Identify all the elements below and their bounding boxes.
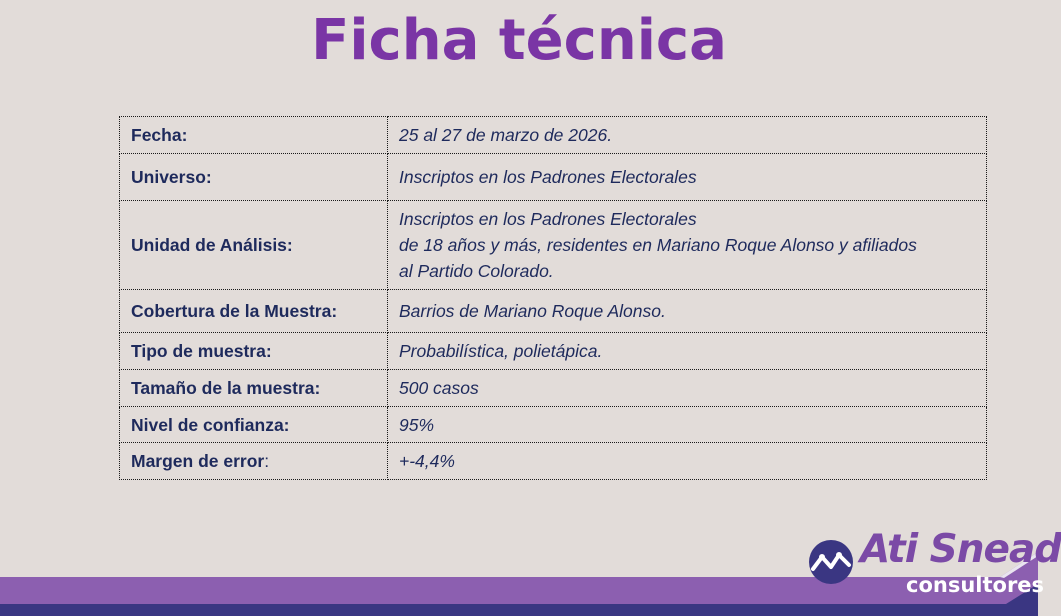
value-line: de 18 años y más, residentes en Mariano Roque Alonso y afiliados bbox=[399, 235, 917, 255]
row-label: Tamaño de la muestra: bbox=[120, 370, 388, 407]
row-label-text: Margen de error bbox=[131, 451, 265, 471]
row-label: Fecha: bbox=[120, 117, 388, 154]
page-title: Ficha técnica bbox=[311, 8, 727, 73]
row-label: Unidad de Análisis: bbox=[120, 201, 388, 290]
logo-subtitle: consultores bbox=[906, 573, 1045, 597]
row-label: Tipo de muestra: bbox=[120, 333, 388, 370]
value-line: Inscriptos en los Padrones Electorales bbox=[399, 167, 697, 187]
value-line: 95% bbox=[399, 414, 435, 435]
value-line: al Partido Colorado. bbox=[399, 261, 554, 281]
row-label: Nivel de confianza: bbox=[120, 407, 388, 443]
value-line: Barrios de Mariano Roque Alonso. bbox=[399, 301, 666, 321]
value-line: 25 al 27 de marzo de 2026. bbox=[399, 125, 613, 145]
chart-line-circle-icon bbox=[806, 537, 856, 587]
logo-name: Ati Snead bbox=[860, 527, 1061, 572]
value-line: Probabilística, polietápica. bbox=[399, 341, 603, 361]
value-line: Inscriptos en los Padrones Electorales bbox=[399, 209, 697, 229]
company-logo bbox=[806, 527, 1061, 601]
value-line: 500 casos bbox=[399, 378, 479, 398]
row-label: Universo: bbox=[120, 154, 388, 201]
value-line: +-4,4% bbox=[399, 451, 455, 471]
row-label: Cobertura de la Muestra: bbox=[120, 290, 388, 333]
row-label-colon: : bbox=[264, 451, 270, 471]
